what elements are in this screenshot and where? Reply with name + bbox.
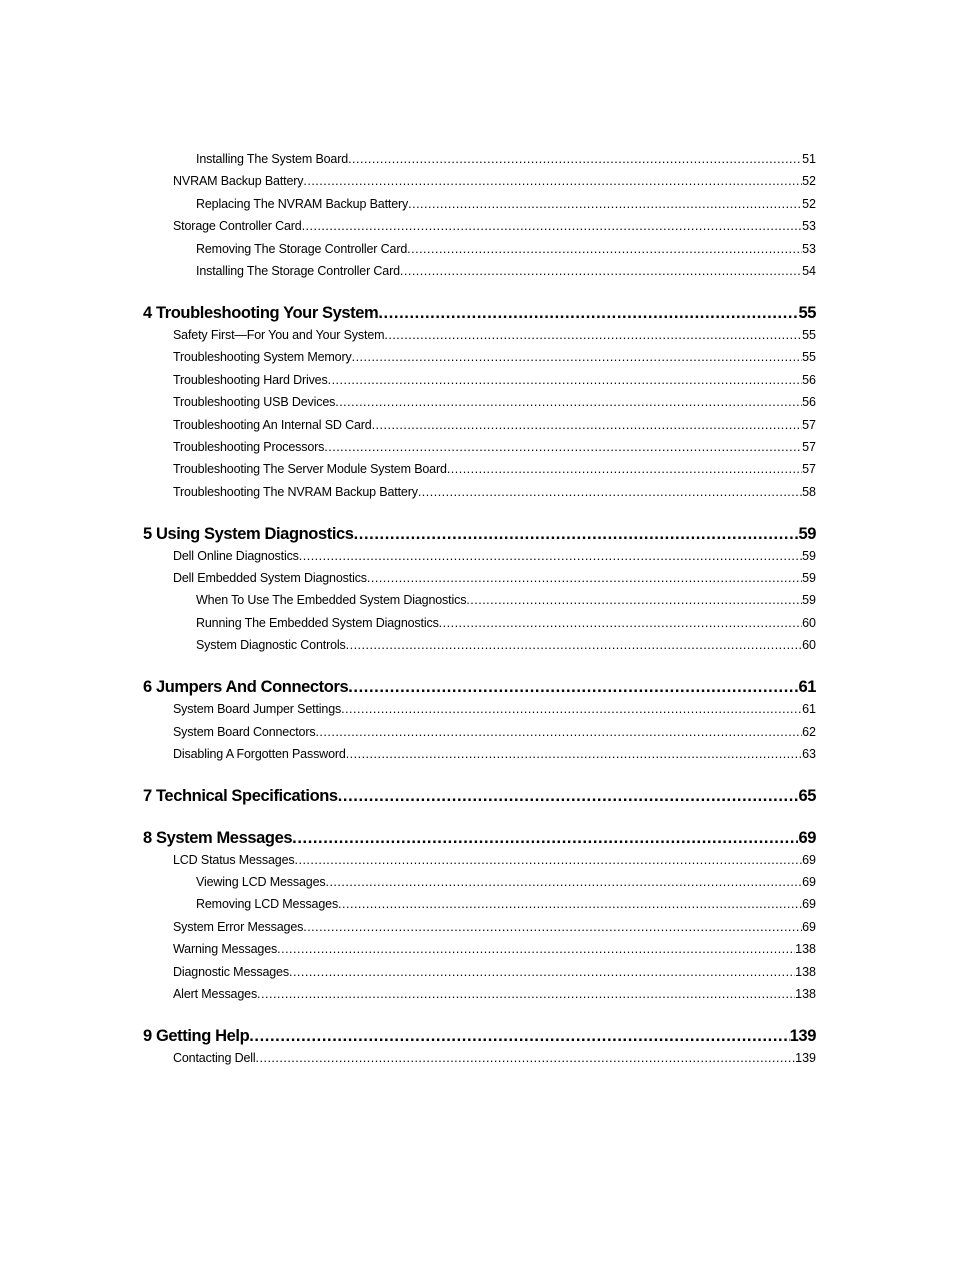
dot-leader [295, 849, 803, 871]
toc-entry-page-number: 69 [802, 852, 816, 867]
dot-leader [407, 238, 802, 260]
dot-leader [277, 938, 795, 960]
toc-entry[interactable] [143, 589, 816, 611]
toc-entry-page-number: 57 [802, 417, 816, 432]
toc-entry[interactable] [143, 698, 816, 720]
toc-entry-title: Troubleshooting Hard Drives [173, 372, 328, 387]
dot-leader [335, 391, 802, 413]
dot-leader [303, 916, 802, 938]
dot-leader [338, 893, 802, 915]
dot-leader [346, 634, 802, 656]
toc-entry-page-number: 65 [798, 786, 816, 805]
dot-leader [367, 567, 802, 589]
toc-entry[interactable] [143, 391, 816, 413]
toc-entry-page-number: 52 [802, 174, 816, 189]
toc-entry-page-number: 69 [802, 874, 816, 889]
toc-entry-page-number: 60 [802, 638, 816, 653]
dot-leader [289, 961, 795, 983]
dot-leader [346, 743, 802, 765]
toc-entry[interactable] [143, 849, 816, 871]
toc-entry-page-number: 57 [802, 439, 816, 454]
toc-entry-title: LCD Status Messages [173, 852, 295, 867]
toc-entry-page-number: 53 [802, 241, 816, 256]
toc-entry-title: Troubleshooting USB Devices [173, 395, 336, 410]
toc-entry-page-number: 69 [802, 919, 816, 934]
dot-leader [302, 215, 803, 237]
dot-leader [341, 698, 802, 720]
toc-entry-title: Troubleshooting The NVRAM Backup Battery [173, 484, 418, 499]
toc-entry-page-number: 55 [802, 350, 816, 365]
table-of-contents [143, 148, 816, 1069]
toc-entry[interactable] [143, 170, 816, 192]
toc-entry-title: Dell Online Diagnostics [173, 548, 299, 563]
toc-entry-page-number: 62 [802, 724, 816, 739]
dot-leader [303, 170, 802, 192]
dot-leader [378, 302, 798, 324]
toc-entry-title: Warning Messages [173, 942, 278, 957]
toc-entry-page-number: 139 [789, 1026, 816, 1045]
toc-entry-title: Removing LCD Messages [196, 897, 339, 912]
toc-entry[interactable] [143, 961, 816, 983]
toc-entry-page-number: 59 [802, 571, 816, 586]
toc-entry-title: 7 Technical Specifications [143, 786, 338, 805]
toc-chapter-entry[interactable] [143, 676, 816, 698]
dot-leader [256, 1047, 796, 1069]
toc-entry-title: Installing The Storage Controller Card [196, 263, 400, 278]
toc-entry-page-number: 53 [802, 219, 816, 234]
dot-leader [324, 436, 802, 458]
toc-entry-title: Contacting Dell [173, 1050, 256, 1065]
toc-entry-page-number: 59 [802, 548, 816, 563]
toc-entry[interactable] [143, 458, 816, 480]
toc-entry-page-number: 139 [795, 1050, 816, 1065]
toc-entry-title: Replacing The NVRAM Backup Battery [196, 196, 409, 211]
dot-leader [447, 458, 802, 480]
toc-entry-title: Viewing LCD Messages [196, 874, 326, 889]
toc-entry-page-number: 69 [798, 828, 816, 847]
dot-leader [249, 1025, 789, 1047]
toc-entry[interactable] [143, 481, 816, 503]
toc-entry-title: System Error Messages [173, 919, 304, 934]
toc-entry[interactable] [143, 1047, 816, 1069]
dot-leader [348, 148, 802, 170]
toc-entry-page-number: 58 [802, 484, 816, 499]
toc-chapter-entry[interactable] [143, 827, 816, 849]
toc-entry-title: 4 Troubleshooting Your System [143, 303, 379, 322]
toc-entry-title: Running The Embedded System Diagnostics [196, 615, 439, 630]
toc-entry-page-number: 59 [802, 593, 816, 608]
toc-entry[interactable] [143, 414, 816, 436]
dot-leader [439, 612, 802, 634]
toc-entry-page-number: 57 [802, 462, 816, 477]
toc-entry-title: 8 System Messages [143, 828, 293, 847]
dot-leader [372, 414, 803, 436]
toc-entry-page-number: 55 [798, 303, 816, 322]
toc-entry[interactable] [143, 871, 816, 893]
toc-entry[interactable] [143, 545, 816, 567]
dot-leader [315, 721, 802, 743]
dot-leader [466, 589, 802, 611]
toc-entry-title: Troubleshooting The Server Module System Board [173, 462, 447, 477]
toc-chapter-entry[interactable] [143, 1025, 816, 1047]
dot-leader [325, 871, 802, 893]
toc-entry-page-number: 138 [795, 942, 816, 957]
toc-entry-title: System Diagnostic Controls [196, 638, 346, 653]
toc-entry[interactable] [143, 743, 816, 765]
toc-entry[interactable] [143, 193, 816, 215]
toc-entry-title: Storage Controller Card [173, 219, 302, 234]
toc-entry[interactable] [143, 260, 816, 282]
toc-entry-title: Installing The System Board [196, 152, 349, 166]
dot-leader [299, 545, 802, 567]
toc-entry-title: Dell Embedded System Diagnostics [173, 571, 367, 586]
toc-entry-page-number: 61 [802, 702, 816, 717]
toc-entry-title: Troubleshooting System Memory [173, 350, 352, 365]
dot-leader [408, 193, 802, 215]
dot-leader [354, 523, 799, 545]
toc-entry[interactable] [143, 916, 816, 938]
toc-chapter-entry[interactable] [143, 523, 816, 545]
dot-leader [292, 827, 798, 849]
dot-leader [418, 481, 802, 503]
toc-entry[interactable] [143, 612, 816, 634]
toc-entry-page-number: 51 [802, 152, 816, 166]
toc-entry[interactable] [143, 369, 816, 391]
toc-entry-title: Disabling A Forgotten Password [173, 746, 346, 761]
toc-chapter-entry[interactable] [143, 302, 816, 324]
toc-entry[interactable] [143, 148, 816, 170]
toc-entry[interactable] [143, 238, 816, 260]
dot-leader [352, 346, 803, 368]
toc-entry-page-number: 52 [802, 196, 816, 211]
toc-entry[interactable] [143, 567, 816, 589]
toc-entry-page-number: 63 [802, 746, 816, 761]
toc-entry-title: System Board Connectors [173, 724, 316, 739]
toc-chapter-entry[interactable] [143, 785, 816, 807]
toc-entry[interactable] [143, 983, 816, 1005]
toc-entry[interactable] [143, 938, 816, 960]
toc-entry-page-number: 59 [798, 524, 816, 543]
toc-entry-title: Diagnostic Messages [173, 964, 289, 979]
toc-entry[interactable] [143, 436, 816, 458]
toc-entry-page-number: 56 [802, 372, 816, 387]
toc-entry-title: NVRAM Backup Battery [173, 174, 304, 189]
toc-entry-title: Troubleshooting An Internal SD Card [173, 417, 372, 432]
dot-leader [338, 785, 799, 807]
toc-entry-page-number: 60 [802, 615, 816, 630]
toc-entry[interactable] [143, 324, 816, 346]
dot-leader [257, 983, 795, 1005]
toc-entry-title: System Board Jumper Settings [173, 702, 342, 717]
toc-entry-page-number: 61 [798, 678, 816, 697]
toc-entry-title: When To Use The Embedded System Diagnostics [196, 593, 467, 608]
toc-entry-title: Alert Messages [173, 986, 258, 1001]
toc-entry[interactable] [143, 346, 816, 368]
toc-entry-title: 9 Getting Help [143, 1026, 250, 1045]
dot-leader [348, 676, 798, 698]
dot-leader [400, 260, 802, 282]
toc-entry-page-number: 138 [795, 986, 816, 1001]
toc-entry-title: Safety First—For You and Your System [173, 327, 385, 342]
dot-leader [384, 324, 802, 346]
toc-entry-title: 5 Using System Diagnostics [143, 524, 354, 543]
toc-entry-title: Troubleshooting Processors [173, 439, 325, 454]
toc-entry[interactable] [143, 634, 816, 656]
toc-entry[interactable] [143, 215, 816, 237]
toc-entry-title: Removing The Storage Controller Card [196, 241, 408, 256]
toc-entry-page-number: 54 [802, 263, 816, 278]
toc-entry[interactable] [143, 893, 816, 915]
toc-entry-page-number: 55 [802, 327, 816, 342]
toc-entry-page-number: 56 [802, 395, 816, 410]
toc-entry-page-number: 138 [795, 964, 816, 979]
toc-entry-title: 6 Jumpers And Connectors [143, 678, 349, 697]
toc-entry[interactable] [143, 721, 816, 743]
dot-leader [328, 369, 803, 391]
toc-entry-page-number: 69 [802, 897, 816, 912]
